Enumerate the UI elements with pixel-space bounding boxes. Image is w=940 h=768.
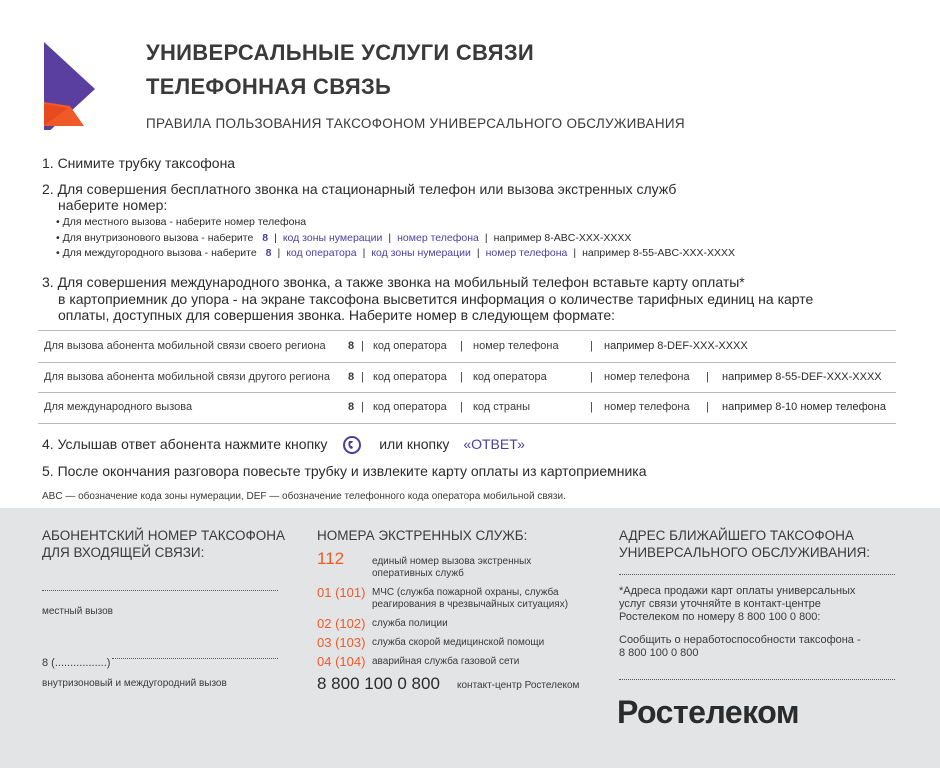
bullet-intercity-zone: код зоны нумерации xyxy=(371,247,471,259)
step-3-line-1: 3. Для совершения международного звонка, а также звонка на мобильный телефон вставьте карту оплаты* xyxy=(42,274,745,290)
bullet-intercity-phone: номер телефона xyxy=(485,247,568,259)
contact-center-label: контакт-центр Ростелеком xyxy=(457,680,580,691)
table-example: например 8-10 номер телефона xyxy=(722,401,886,413)
step-4-answer: «ОТВЕТ» xyxy=(463,436,525,452)
cards-note-line-2: услуг связи уточняйте в контакт-центре xyxy=(619,598,821,610)
step-3-line-3: оплаты, доступных для совершения звонка. Наберите номер в следующем формате: xyxy=(58,307,616,323)
table-sep: | xyxy=(361,401,364,413)
bullet-intrazone-zone: код зоны нумерации xyxy=(282,232,383,244)
emergency-text-112-2: оперативных служб xyxy=(372,568,464,579)
step-3-line-2: в картоприемник до упора - на экране таксофона высветится информация о количестве тарифных единиц на карте xyxy=(58,291,814,307)
local-number-line xyxy=(42,590,278,591)
bullet-intercity-operator: код оператора xyxy=(286,247,357,259)
table-sep: | xyxy=(361,371,364,383)
emergency-code-101: 01 (101) xyxy=(317,585,366,600)
report-line-rule xyxy=(619,679,895,680)
bullet-intrazone-8: 8 xyxy=(262,232,269,244)
step-4-middle: или кнопку xyxy=(379,436,450,452)
emergency-code-102: 02 (102) xyxy=(317,616,366,631)
intercity-number-line xyxy=(112,658,278,659)
table-sep: | xyxy=(460,401,463,413)
table-cell: номер телефона xyxy=(604,401,690,413)
table-cell: номер телефона xyxy=(473,340,559,352)
table-cell: номер телефона xyxy=(604,371,690,383)
incoming-number-heading-2: ДЛЯ ВХОДЯЩЕЙ СВЯЗИ: xyxy=(42,545,205,560)
table-rule-bottom xyxy=(38,423,896,424)
table-sep: | xyxy=(361,340,364,352)
table-cell: код страны xyxy=(473,401,531,413)
table-sep: | xyxy=(590,340,593,352)
title-line-2: ТЕЛЕФОННАЯ СВЯЗЬ xyxy=(146,74,392,99)
address-line xyxy=(619,574,895,575)
step-5: 5. После окончания разговора повесьте трубку и извлеките карту оплаты из картоприемника xyxy=(42,463,647,479)
footnote: ABC — обозначение кода зоны нумерации, DEF — обозначение телефонного кода оператора мобильной связи. xyxy=(42,491,566,502)
emergency-text-112-1: единый номер вызова экстренных xyxy=(372,556,532,567)
table-cell: код оператора xyxy=(373,371,447,383)
table-sep: | xyxy=(460,340,463,352)
bullet-intrazone-phone: номер телефона xyxy=(397,232,479,244)
bullet-intercity-prefix: • Для междугородного вызова - наберите xyxy=(56,247,257,259)
table-sep: | xyxy=(706,371,709,383)
emergency-text-102: служба полиции xyxy=(372,618,448,629)
table-cell: код оператора xyxy=(373,401,447,413)
answer-button-icon xyxy=(343,436,361,454)
table-cell-8: 8 xyxy=(348,401,355,413)
cards-note-line-1: *Адреса продажи карт оплаты универсальных xyxy=(619,585,856,597)
table-row-label: Для вызова абонента мобильной связи своего региона xyxy=(44,340,326,352)
bullet-intrazone-call: • Для внутризонового вызова - наберите 8 | код зоны нумерации | номер телефона | например 8-ABC-XXX-XXXX xyxy=(56,232,632,244)
table-example: например 8-55-DEF-XXX-XXXX xyxy=(722,371,882,383)
emergency-text-103: служба скорой медицинской помощи xyxy=(372,637,545,648)
emergency-text-104: аварийная служба газовой сети xyxy=(372,656,520,667)
table-row-label: Для международного вызова xyxy=(44,401,193,413)
table-sep: | xyxy=(590,401,593,413)
step-2-line-1: 2. Для совершения бесплатного звонка на стационарный телефон или вызова экстренных служб xyxy=(42,181,677,197)
emergency-code-103: 03 (103) xyxy=(317,635,366,650)
emergency-text-101-1: МЧС (служба пожарной охраны, служба xyxy=(372,587,559,598)
table-cell-8: 8 xyxy=(348,340,355,352)
step-1: 1. Снимите трубку таксофона xyxy=(42,155,236,171)
bullet-intercity-call: • Для междугородного вызова - наберите 8 | код оператора | код зоны нумерации | номер телефона | например 8-55-ABC-XXX-XXXX xyxy=(56,247,736,259)
rostelecom-logo-icon xyxy=(40,42,96,130)
table-rule-1 xyxy=(38,362,896,363)
bullet-intrazone-example: например 8-ABC-XXX-XXXX xyxy=(493,232,632,244)
report-line-2: 8 800 100 0 800 xyxy=(619,647,699,659)
page-subtitle: ПРАВИЛА ПОЛЬЗОВАНИЯ ТАКСОФОНОМ УНИВЕРСАЛЬНОГО ОБСЛУЖИВАНИЯ xyxy=(146,116,685,131)
table-cell: код оператора xyxy=(373,340,447,352)
local-call-label: местный вызов xyxy=(42,606,113,617)
address-heading-2: УНИВЕРСАЛЬНОГО ОБСЛУЖИВАНИЯ: xyxy=(619,545,871,560)
intercity-call-label: внутризоновый и междугородний вызов xyxy=(42,678,227,689)
table-sep: | xyxy=(706,401,709,413)
bullet-local-call: • Для местного вызова - наберите номер телефона xyxy=(56,216,307,228)
incoming-number-heading-1: АБОНЕНТСКИЙ НОМЕР ТАКСОФОНА xyxy=(42,528,285,543)
table-cell: код оператора xyxy=(473,371,547,383)
bullet-intercity-8: 8 xyxy=(265,247,272,259)
table-cell-8: 8 xyxy=(348,371,355,383)
bullet-intrazone-prefix: • Для внутризонового вызова - наберите xyxy=(56,232,254,244)
emergency-code-104: 04 (104) xyxy=(317,654,366,669)
step-4-prefix: 4. Услышав ответ абонента нажмите кнопку xyxy=(42,436,328,452)
table-row-label: Для вызова абонента мобильной связи другого региона xyxy=(44,371,330,383)
cards-note-line-3: Ростелеком по номеру 8 800 100 0 800: xyxy=(619,611,821,623)
address-heading-1: АДРЕС БЛИЖАЙШЕГО ТАКСОФОНА xyxy=(619,528,854,543)
brand-wordmark: Ростелеком xyxy=(617,694,800,730)
step-2-line-2: наберите номер: xyxy=(58,197,168,213)
emergency-text-101-2: реагирования в чрезвычайных ситуациях) xyxy=(372,599,569,610)
table-rule-2 xyxy=(38,392,896,393)
step-4 xyxy=(42,436,525,454)
table-sep: | xyxy=(460,371,463,383)
emergency-code-112: 112 xyxy=(317,549,345,568)
emergency-heading: НОМЕРА ЭКСТРЕННЫХ СЛУЖБ: xyxy=(317,528,528,543)
bullet-intercity-example: например 8-55-ABC-XXX-XXXX xyxy=(582,247,736,259)
title-line-1: УНИВЕРСАЛЬНЫЕ УСЛУГИ СВЯЗИ xyxy=(146,40,535,65)
table-example: например 8-DEF-XXX-XXXX xyxy=(604,340,748,352)
table-rule-top xyxy=(38,330,896,331)
report-line-1: Сообщить о неработоспособности таксофона - xyxy=(619,634,861,646)
contact-center-number: 8 800 100 0 800 xyxy=(317,674,440,693)
intercity-code-prefix: 8 (.................) xyxy=(42,657,111,669)
table-sep: | xyxy=(590,371,593,383)
